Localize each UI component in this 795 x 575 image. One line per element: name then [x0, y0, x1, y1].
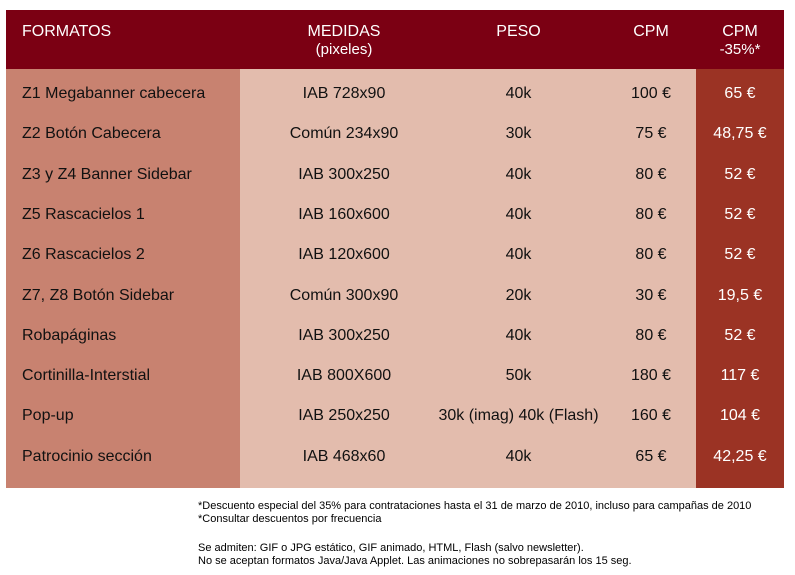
table-row: [6, 195, 784, 235]
table-row: [6, 74, 784, 114]
cell-formato: Patrocinio sección: [22, 447, 152, 465]
header-cpm-descuento-pct: -35%*: [719, 41, 761, 58]
cell-peso: 40k: [505, 246, 532, 264]
note-formatos-no-aceptados: No se aceptan formatos Java/Java Applet. Las animaciones no sobrepasarán los 15 seg.: [198, 555, 632, 567]
cell-cpm-descuento: 52 €: [724, 205, 756, 223]
header-formatos: FORMATOS: [22, 23, 112, 40]
table-row: [6, 356, 784, 396]
cell-peso: 40k: [505, 165, 532, 183]
cell-formato: Robapáginas: [22, 326, 117, 344]
cell-peso: 40k: [505, 205, 532, 223]
cell-cpm: 80 €: [635, 246, 667, 264]
header-medidas-label: MEDIDAS: [307, 23, 381, 40]
cell-formato: Z6 Rascacielos 2: [22, 246, 145, 264]
cell-cpm-descuento: 52 €: [724, 165, 756, 183]
cell-medidas: IAB 728x90: [302, 85, 386, 102]
cell-cpm: 30 €: [635, 286, 667, 304]
cell-medidas: Común 300x90: [289, 286, 399, 304]
table-row: [6, 114, 784, 154]
format-notes: [198, 542, 632, 568]
cell-formato: Z7, Z8 Botón Sidebar: [22, 286, 175, 304]
cell-cpm-descuento: 52 €: [724, 326, 756, 344]
cell-cpm-descuento: 52 €: [724, 246, 756, 264]
cell-medidas: IAB 800X600: [296, 367, 392, 385]
cell-medidas: IAB 160x600: [298, 205, 390, 223]
header-medidas-unit: (pixeles): [315, 41, 373, 58]
header-cpm: CPM: [633, 23, 669, 40]
cell-medidas: IAB 250x250: [298, 407, 390, 425]
cell-cpm: 75 €: [635, 125, 667, 143]
table-row: [6, 316, 784, 356]
cell-medidas: IAB 468x60: [302, 447, 386, 465]
cell-medidas: IAB 300x250: [298, 165, 390, 183]
header-peso: PESO: [496, 23, 541, 40]
cell-peso: 40k: [505, 85, 532, 102]
footnotes: [198, 500, 751, 526]
cell-cpm-descuento: 104 €: [719, 407, 761, 425]
table-row: [6, 276, 784, 316]
pricing-table: [6, 10, 784, 488]
cell-cpm: 80 €: [635, 165, 667, 183]
cell-peso: 50k: [505, 367, 532, 385]
cell-cpm: 65 €: [635, 447, 667, 465]
cell-peso: 30k: [505, 125, 532, 143]
cell-medidas: IAB 120x600: [298, 246, 390, 264]
cell-cpm-descuento: 65 €: [724, 85, 756, 102]
table-row: [6, 437, 784, 477]
cell-peso: 40k: [505, 326, 532, 344]
note-formatos-admitidos: Se admiten: GIF o JPG estático, GIF animado, HTML, Flash (salvo newsletter).: [198, 542, 584, 554]
cell-cpm: 100 €: [630, 85, 672, 102]
header-cpm-descuento-label: CPM: [722, 23, 758, 40]
header-medidas: [240, 22, 448, 58]
table-row: [6, 396, 784, 436]
cell-cpm: 160 €: [630, 407, 672, 425]
table-header: [6, 10, 784, 69]
table-row: [6, 155, 784, 195]
cell-formato: Z1 Megabanner cabecera: [22, 85, 206, 102]
footnote-descuento: *Descuento especial del 35% para contrataciones hasta el 31 de marzo de 2010, incluso para campañas de 2010: [198, 500, 752, 512]
cell-cpm: 80 €: [635, 205, 667, 223]
footnote-frecuencia: *Consultar descuentos por frecuencia: [198, 513, 382, 525]
table-row: [6, 235, 784, 275]
cell-peso: 30k (imag) 40k (Flash): [438, 407, 599, 425]
cell-formato: Z2 Botón Cabecera: [22, 125, 161, 143]
cell-cpm: 80 €: [635, 326, 667, 344]
cell-cpm-descuento: 19,5 €: [717, 286, 763, 304]
cell-peso: 20k: [505, 286, 532, 304]
cell-cpm-descuento: 42,25 €: [713, 447, 767, 465]
cell-formato: Pop-up: [22, 407, 74, 425]
cell-formato: Z3 y Z4 Banner Sidebar: [22, 165, 192, 183]
cell-formato: Z5 Rascacielos 1: [22, 205, 145, 223]
cell-cpm-descuento: 48,75 €: [713, 125, 767, 143]
cell-medidas: IAB 300x250: [298, 326, 390, 344]
cell-formato: Cortinilla-Interstial: [22, 367, 151, 385]
header-cpm-descuento: [696, 22, 784, 58]
cell-peso: 40k: [505, 447, 532, 465]
cell-cpm-descuento: 117 €: [720, 367, 760, 385]
cell-cpm: 180 €: [630, 367, 672, 385]
cell-medidas: Común 234x90: [289, 125, 399, 143]
